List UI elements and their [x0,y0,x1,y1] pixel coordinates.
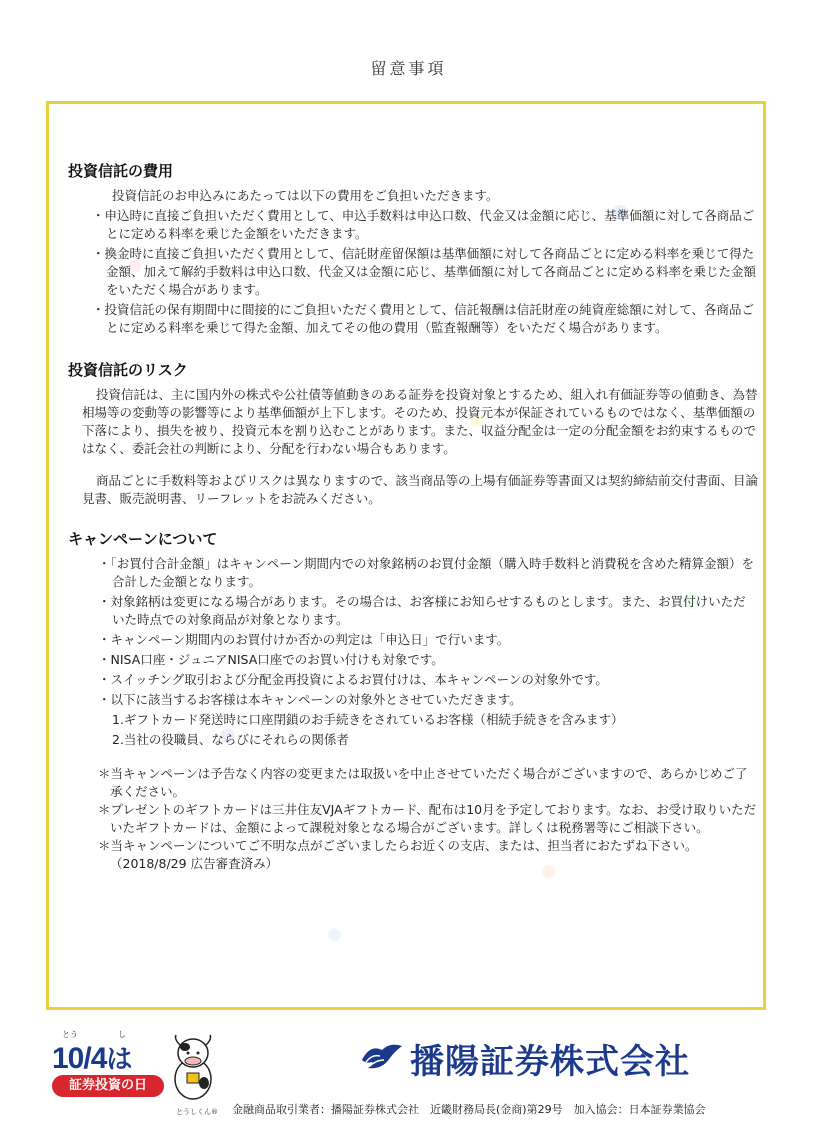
company-logo [360,1033,690,1083]
ruby-to: とう [62,1030,78,1039]
campaign-heading: キャンペーンについて [68,530,218,548]
content-body [68,160,758,873]
risks-paragraph: 投資信託は、主に国内外の株式や公社債等値動きのある証券を投資対象とするため、組入れ有価証券等の値動き、為替相場等の変動等の影響等により基準価額が上下します。そのため、投資元本が保証されているものではなく、基準価額の下落により、損失を被り、投資元本を割り込むことがあります。また、収益分配金は一定の分配金額をお約束するものではなく、委託会社の判断により、分配を行わない場合もあります。 [82,387,758,456]
footer [0,1015,817,1145]
investment-day-tagline: 証券投資の日 [52,1075,164,1097]
campaign-item: ・キャンペーン期間内のお買付けか否かの判定は「申込日」で行います。 [98,632,510,647]
risks-documents-note: 商品ごとに手数料等およびリスクは異なりますので、該当商品等の上場有価証券等書面又は契約締結前交付書面、目論見書、販売説明書、リーフレットをお読みください。 [82,473,759,506]
fees-heading: 投資信託の費用 [68,162,174,180]
investment-day-suffix: は [106,1044,132,1074]
campaign-item: ・スイッチング取引および分配金再投資によるお買付けは、本キャンペーンの対象外です。 [98,672,608,687]
campaign-item: ・「お買付合計金額」はキャンペーン期間内での対象銘柄のお買付金額（購入時手数料と消費税を含めた精算金額）を合計した金額となります。 [98,556,755,589]
mascot-caption: とうしくん® [176,1108,218,1116]
regulatory-disclosure: 金融商品取引業者：播陽証券株式会社 近畿財務局長(金商)第29号 加入協会：日本証券業協会 [232,1103,706,1116]
fees-item: ・換金時に直接ご負担いただく費用として、信託財産留保額は基準価額に対して各商品ごとに定める料率を乗じて得た金額、加えて解約手数料は申込口数、代金又は金額に応じ、基準価額に対して各商品ごとに定める料率を乗じた金額をいただく場合があります。 [92,246,757,297]
fees-item: ・投資信託の保有期間中に間接的にご負担いただく費用として、信託報酬は信託財産の純資産総額に対して、各商品ごとに定める料率を乗じて得た金額、加えてその他の費用（監査報酬等）をいただく場合があります。 [92,302,755,335]
risks-section [68,359,758,508]
campaign-item: ・対象銘柄は変更になる場合があります。その場合は、お客様にお知らせするものとします。また、お買付けいただいた時点での対象商品が対象となります。 [98,594,746,627]
investment-day-date: 10/4 [52,1042,107,1075]
cow-mascot-icon [168,1033,218,1103]
fees-intro: 投資信託のお申込みにあたっては以下の費用をご負担いただきます。 [112,188,499,203]
campaign-note: ＊当キャンペーンは予告なく内容の変更または取扱いを中止させていただく場合がございますので、あらかじめご了承ください。 [98,766,748,799]
campaign-exclusion-item: 2.当社の役職員、ならびにそれらの関係者 [112,732,349,747]
fees-section [68,160,758,337]
campaign-exclusion-item: 1.ギフトカード発送時に口座閉鎖のお手続きをされているお客様（相続手続きを含みます） [112,712,624,727]
investment-day-logo [52,1039,131,1076]
ruby-shi: し [118,1030,126,1039]
risks-heading: 投資信託のリスク [68,361,188,379]
campaign-section [68,528,758,873]
campaign-note: ＊プレゼントのギフトカードは三井住友VJAギフトカード、配布は10月を予定しております。なお、お受け取りいただいたギフトカードは、金額によって課税対象となる場合がございます。詳しくは税務署等にご相談下さい。 [98,802,757,835]
campaign-note: ＊当キャンペーンについてご不明な点がございましたらお近くの支店、または、担当者におたずね下さい。（2018/8/29 広告審査済み） [98,838,698,871]
campaign-item: ・以下に該当するお客様は本キャンペーンの対象外とさせていただきます。 [98,692,522,707]
fees-item: ・申込時に直接ご負担いただく費用として、申込手数料は申込口数、代金又は金額に応じ、基準価額に対して各商品ごとに定める料率を乗じた金額をいただきます。 [92,208,755,241]
bird-emblem-icon [360,1040,404,1076]
company-name: 播陽証券株式会社 [410,1041,690,1082]
campaign-item: ・NISA口座・ジュニアNISA口座でのお買い付けも対象です。 [98,652,444,667]
page-title: 留意事項 [370,59,447,78]
